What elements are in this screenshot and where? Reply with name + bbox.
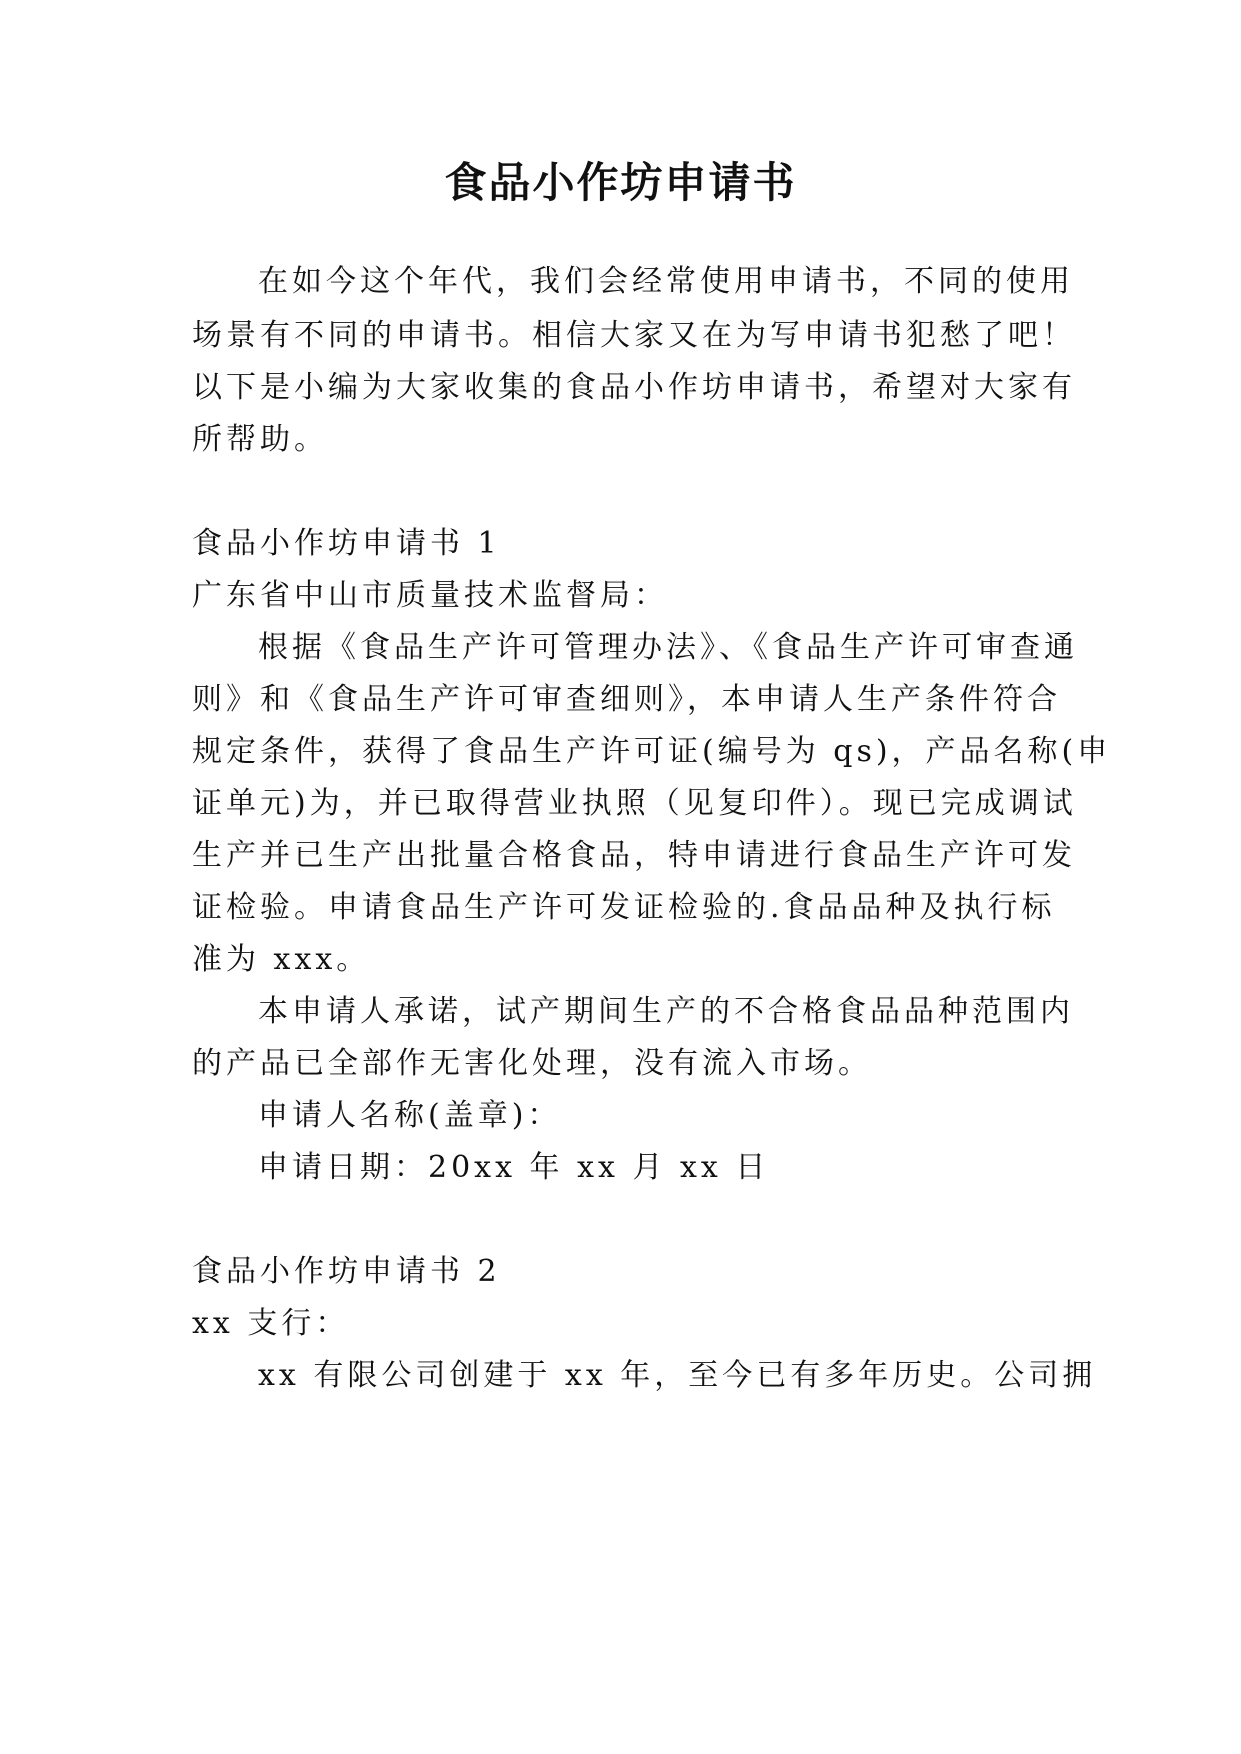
body-line: 证检验。申请食品生产许可发证检验的.食品品种及执行标 bbox=[192, 890, 1056, 925]
section-heading-2: 食品小作坊申请书 2 bbox=[192, 1254, 501, 1289]
intro-line-1: 在如今这个年代，我们会经常使用申请书，不同的使用 bbox=[258, 264, 1074, 299]
body-line: 本申请人承诺，试产期间生产的不合格食品品种范围内 bbox=[258, 994, 1074, 1029]
body-line: 生产并已生产出批量合格食品，特申请进行食品生产许可发 bbox=[192, 838, 1076, 873]
document-title: 食品小作坊申请书 bbox=[444, 158, 797, 207]
body-line: 证单元)为，并已取得营业执照（见复印件）。现已完成调试 bbox=[192, 786, 1077, 821]
body-line: 的产品已全部作无害化处理，没有流入市场。 bbox=[192, 1046, 872, 1081]
body-line: xx 有限公司创建于 xx 年，至今已有多年历史。公司拥 bbox=[258, 1358, 1097, 1393]
addressee-1: 广东省中山市质量技术监督局： bbox=[192, 578, 668, 613]
addressee-2: xx 支行： bbox=[192, 1306, 350, 1341]
body-line: 根据《食品生产许可管理办法》、《食品生产许可审查通 bbox=[258, 630, 1078, 665]
body-line: 准为 xxx。 bbox=[192, 942, 371, 977]
body-line: 则》和《食品生产许可审查细则》，本申请人生产条件符合 bbox=[192, 682, 1061, 717]
section-heading-1: 食品小作坊申请书 1 bbox=[192, 526, 501, 561]
intro-line-4: 所帮助。 bbox=[192, 422, 328, 457]
body-line: 规定条件，获得了食品生产许可证(编号为 qs)，产品名称(申 bbox=[192, 734, 1112, 769]
applicant-name-line: 申请人名称(盖章)： bbox=[258, 1098, 562, 1133]
intro-line-3: 以下是小编为大家收集的食品小作坊申请书，希望对大家有 bbox=[192, 370, 1076, 405]
application-date-line: 申请日期：20xx 年 xx 月 xx 日 bbox=[258, 1150, 770, 1185]
intro-line-2: 场景有不同的申请书。相信大家又在为写申请书犯愁了吧！ bbox=[192, 318, 1076, 353]
